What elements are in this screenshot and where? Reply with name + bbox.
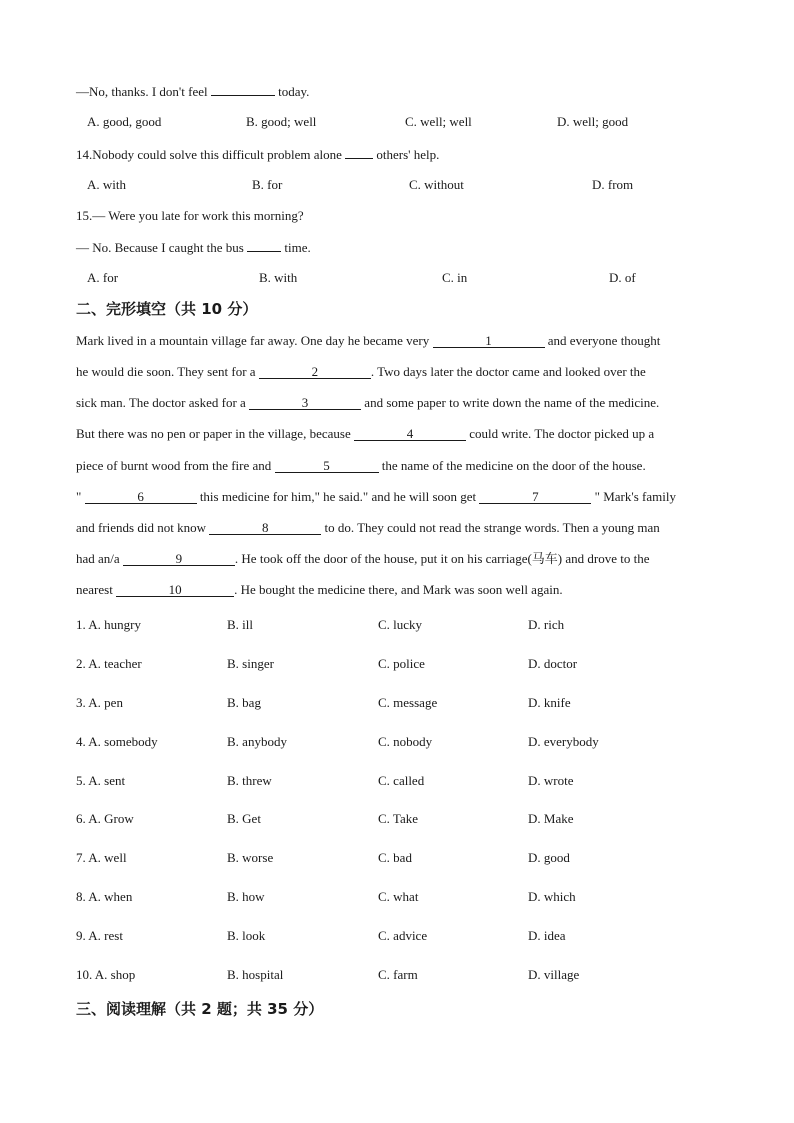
choice-6-d: D. Make: [528, 811, 574, 826]
q15-blank: [247, 239, 281, 252]
passage-text: and everyone thought: [544, 333, 661, 348]
passage-text: the name of the medicine on the door of the house.: [378, 458, 646, 473]
passage-line-8: [76, 551, 718, 567]
q14-option-c: C. without: [409, 177, 464, 192]
passage-text: this medicine for him," he said." and he will soon get: [196, 489, 480, 504]
choice-4-b: B. anybody: [227, 734, 287, 749]
choice-8-b: B. how: [227, 889, 265, 904]
choice-1-b: B. ill: [227, 617, 254, 632]
passage-text: and friends did not know: [76, 520, 210, 535]
passage-text: But there was no pen or paper in the village, because: [76, 426, 354, 441]
blank-3: 3: [249, 396, 361, 410]
choice-8-a: 8. A. when: [76, 889, 133, 904]
q13-option-b: B. good; well: [246, 114, 317, 129]
q13-stem: [76, 83, 309, 100]
choice-4-c: C. nobody: [378, 734, 433, 749]
choice-7-b: B. worse: [227, 850, 274, 865]
choice-3-a: 3. A. pen: [76, 695, 123, 710]
choice-2-d: D. doctor: [528, 656, 578, 671]
choice-1-c: C. lucky: [378, 617, 423, 632]
choice-1-a: 1. A. hungry: [76, 617, 141, 632]
passage-text: could write. The doctor picked up a: [465, 426, 655, 441]
choice-5-d: D. wrote: [528, 773, 574, 788]
blank-2: 2: [259, 365, 371, 379]
choice-6-a: 6. A. Grow: [76, 811, 134, 826]
q15-stem: 15.— Were you late for work this morning?: [76, 208, 304, 223]
passage-line-5: [76, 458, 718, 474]
choice-8-d: D. which: [528, 889, 576, 904]
choice-5-c: C. called: [378, 773, 425, 788]
blank-10: 10: [116, 583, 234, 597]
choice-7-d: D. good: [528, 850, 570, 865]
choice-2-c: C. police: [378, 656, 425, 671]
choice-10-c: C. farm: [378, 967, 418, 982]
choice-8-c: C. what: [378, 889, 419, 904]
choice-10-b: B. hospital: [227, 967, 284, 982]
passage-text: had an/a: [76, 551, 123, 566]
choice-10-d: D. village: [528, 967, 580, 982]
choice-5-b: B. threw: [227, 773, 272, 788]
q13-stem-start: —No, thanks. I don't feel: [76, 84, 211, 99]
blank-7: 7: [479, 490, 591, 504]
choice-10-a: 10. A. shop: [76, 967, 136, 982]
passage-line-6: [76, 489, 718, 505]
passage-text: . He took off the door of the house, put it on his carriage(马车) and drove to the: [234, 551, 650, 566]
passage-text: piece of burnt wood from the fire and: [76, 458, 275, 473]
blank-1: 1: [433, 334, 545, 348]
q13-option-d: D. well; good: [557, 114, 629, 129]
choice-4-a: 4. A. somebody: [76, 734, 158, 749]
q15-reply: [76, 239, 311, 256]
choice-4-d: D. everybody: [528, 734, 599, 749]
choice-9-d: D. idea: [528, 928, 566, 943]
q15-option-b: B. with: [259, 270, 298, 285]
passage-line-2: [76, 364, 718, 380]
passage-text: . Two days later the doctor came and looked over the: [370, 364, 646, 379]
choice-3-b: B. bag: [227, 695, 261, 710]
passage-text: Mark lived in a mountain village far away. One day he became very: [76, 333, 433, 348]
passage-text: nearest: [76, 582, 117, 597]
q13-option-c: C. well; well: [405, 114, 472, 129]
passage-text: " Mark's family: [591, 489, 676, 504]
blank-8: 8: [209, 521, 321, 535]
q15-reply-start: — No. Because I caught the bus: [76, 240, 248, 255]
choice-7-c: C. bad: [378, 850, 412, 865]
q13-stem-end: today.: [274, 84, 310, 99]
passage-text: and some paper to write down the name of the medicine.: [361, 395, 660, 410]
choice-5-a: 5. A. sent: [76, 773, 126, 788]
q15-option-a: A. for: [87, 270, 119, 285]
choice-6-c: C. Take: [378, 811, 419, 826]
choice-2-a: 2. A. teacher: [76, 656, 142, 671]
passage-line-4: [76, 426, 718, 442]
passage-text: to do. They could not read the strange words. Then a young man: [321, 520, 660, 535]
passage-line-7: [76, 520, 718, 536]
q15-option-c: C. in: [442, 270, 468, 285]
passage-line-3: [76, 395, 718, 411]
choice-9-b: B. look: [227, 928, 266, 943]
blank-4: 4: [354, 427, 466, 441]
q14-stem-end: others' help.: [373, 147, 440, 162]
passage-text: sick man. The doctor asked for a: [76, 395, 250, 410]
blank-5: 5: [275, 459, 379, 473]
choice-9-c: C. advice: [378, 928, 428, 943]
passage-text: ": [76, 489, 85, 504]
passage-text: . He bought the medicine there, and Mark was soon well again.: [234, 582, 563, 597]
choice-6-b: B. Get: [227, 811, 261, 826]
passage-line-9: [76, 582, 718, 598]
blank-6: 6: [85, 490, 197, 504]
q15-option-d: D. of: [609, 270, 636, 285]
choice-3-d: D. knife: [528, 695, 571, 710]
blank-9: 9: [123, 552, 235, 566]
q15-reply-end: time.: [281, 240, 311, 255]
q14-option-d: D. from: [592, 177, 634, 192]
choice-2-b: B. singer: [227, 656, 274, 671]
q14-stem-start: 14.Nobody could solve this difficult problem alone: [76, 147, 346, 162]
choice-3-c: C. message: [378, 695, 438, 710]
choice-9-a: 9. A. rest: [76, 928, 123, 943]
section-title-reading: 三、阅读理解（共 2 题；共 35 分）: [76, 1000, 324, 1018]
q13-option-a: A. good, good: [87, 114, 162, 129]
q14-option-b: B. for: [252, 177, 283, 192]
q14-blank: [345, 146, 373, 159]
choice-7-a: 7. A. well: [76, 850, 127, 865]
choice-1-d: D. rich: [528, 617, 565, 632]
q13-blank: [211, 83, 275, 96]
q14-stem: [76, 146, 439, 163]
passage-line-1: [76, 333, 718, 349]
section-title-cloze: 二、完形填空（共 10 分）: [76, 300, 258, 318]
passage-text: he would die soon. They sent for a: [76, 364, 259, 379]
q14-option-a: A. with: [87, 177, 126, 192]
